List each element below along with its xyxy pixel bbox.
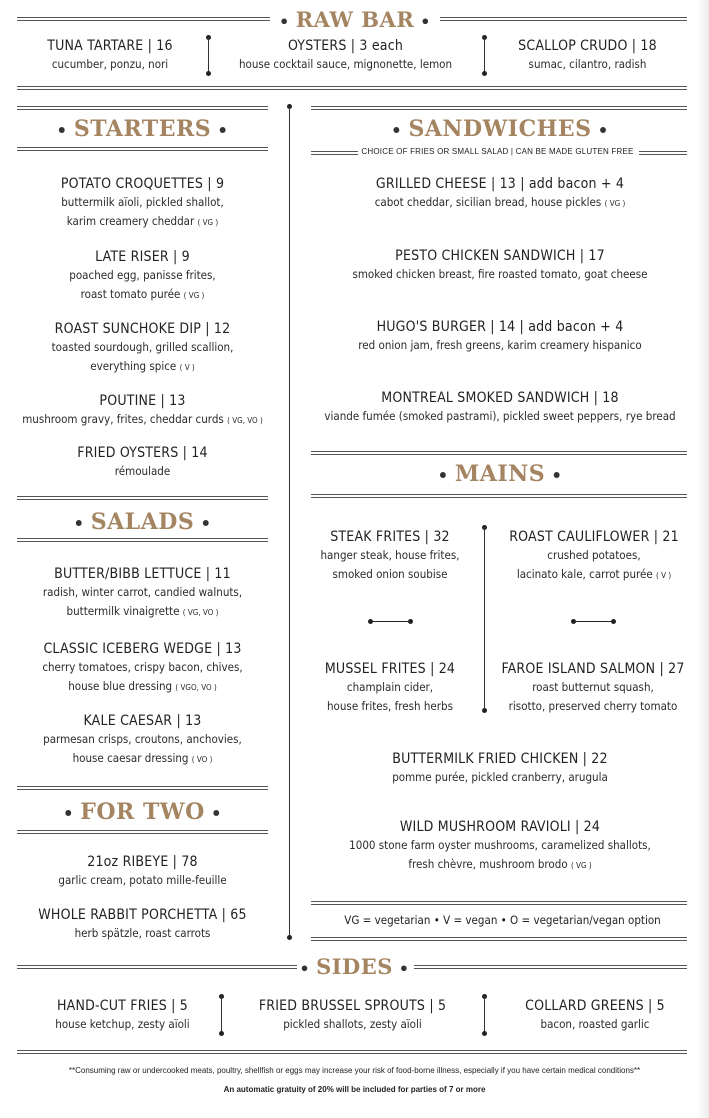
item-desc: risotto, preserved cherry tomato bbox=[508, 699, 678, 713]
sandwiches-sub-rule-right bbox=[639, 151, 687, 155]
starters-rule-bottom bbox=[17, 147, 268, 151]
sandwiches-title-text: SANDWICHES bbox=[408, 116, 592, 142]
mains-rule bbox=[311, 451, 687, 455]
item-name: HAND-CUT FRIES | 5 bbox=[57, 998, 188, 1014]
item-name: 21oz RIBEYE | 78 bbox=[87, 854, 198, 870]
item-name: STEAK FRITES | 32 bbox=[330, 529, 450, 545]
item-desc bbox=[0, 212, 285, 232]
item-desc: viande fumée (smoked pastrami), pickled sweet peppers, rye bread bbox=[324, 409, 676, 423]
item-name: KALE CAESAR | 13 bbox=[83, 713, 202, 729]
raw-bar-item bbox=[20, 37, 200, 74]
diet-tag: ( VGO, VO ) bbox=[175, 683, 217, 692]
raw-bar-title: • RAW BAR • bbox=[270, 7, 440, 30]
menu-item bbox=[300, 175, 700, 213]
diet-tag: ( VG, VO ) bbox=[227, 416, 263, 425]
item-desc-line: buttermilk vinaigrette bbox=[66, 604, 180, 618]
starters-rule bbox=[17, 106, 268, 110]
raw-bar-title-text: RAW BAR bbox=[295, 7, 415, 32]
separator-line bbox=[484, 996, 485, 1033]
menu-item bbox=[0, 640, 285, 697]
separator-dot bbox=[206, 71, 211, 76]
page-edge-shadow bbox=[697, 0, 709, 1118]
item-desc bbox=[0, 749, 285, 769]
sandwiches-rule bbox=[311, 106, 687, 110]
menu-item bbox=[300, 247, 700, 284]
menu-item bbox=[0, 853, 285, 890]
sandwiches-subtitle: CHOICE OF FRIES OR SMALL SALAD | CAN BE MADE GLUTEN FREE bbox=[361, 147, 634, 156]
menu-item bbox=[494, 528, 694, 585]
item-name: COLLARD GREENS | 5 bbox=[525, 998, 665, 1014]
item-name: POTATO CROQUETTES | 9 bbox=[60, 176, 225, 192]
item-desc: parmesan crisps, croutons, anchovies, bbox=[43, 732, 242, 746]
item-desc bbox=[0, 285, 285, 305]
item-name: WILD MUSHROOM RAVIOLI | 24 bbox=[399, 819, 601, 835]
item-desc-line: lacinato kale, carrot purée bbox=[516, 567, 653, 581]
separator-dot bbox=[408, 619, 413, 624]
item-desc-line: everything spice bbox=[90, 359, 177, 373]
gratuity-note: An automatic gratuity of 20% will be included for parties of 7 or more bbox=[223, 1085, 486, 1094]
menu-item bbox=[300, 389, 700, 426]
item-desc: bacon, roasted garlic bbox=[540, 1017, 650, 1031]
item-desc: champlain cider, bbox=[346, 680, 434, 694]
menu-item bbox=[300, 660, 480, 716]
mains-title-text: MAINS bbox=[454, 461, 546, 487]
item-desc-line: karim creamery cheddar bbox=[66, 214, 195, 228]
mains-rule-bottom bbox=[311, 494, 687, 498]
sides-rule-right bbox=[414, 965, 687, 969]
item-desc bbox=[0, 410, 285, 430]
menu-item bbox=[300, 528, 480, 584]
item-name: GRILLED CHEESE | 13 | add bacon + 4 bbox=[375, 176, 625, 192]
item-desc-line: house blue dressing bbox=[68, 679, 173, 693]
item-name: OYSTERS | 3 each bbox=[287, 38, 404, 54]
menu-item bbox=[0, 175, 285, 232]
item-desc: house ketchup, zesty aïoli bbox=[55, 1017, 190, 1031]
item-name: MUSSEL FRITES | 24 bbox=[324, 661, 456, 677]
separator-line bbox=[370, 621, 410, 622]
item-desc-line: mushroom gravy, frites, cheddar curds bbox=[22, 412, 224, 426]
diet-tag: ( VG ) bbox=[197, 218, 219, 227]
item-desc-line: roast tomato purée bbox=[80, 287, 181, 301]
item-desc: cherry tomatoes, crispy bacon, chives, bbox=[42, 660, 243, 674]
item-desc-line: cabot cheddar, sicilian bread, house pickles bbox=[374, 195, 602, 209]
separator-line bbox=[208, 37, 209, 73]
item-desc bbox=[0, 357, 285, 377]
separator-dot bbox=[482, 1031, 487, 1036]
salads-rule-bottom bbox=[17, 538, 268, 542]
menu-item bbox=[0, 565, 285, 622]
item-desc: roast butternut squash, bbox=[532, 680, 654, 694]
for-two-title-text: FOR TWO bbox=[80, 799, 205, 825]
salads-rule bbox=[17, 496, 268, 500]
column-divider bbox=[289, 106, 290, 938]
item-desc: red onion jam, fresh greens, karim creamery hispanico bbox=[358, 338, 642, 352]
separator-dot bbox=[482, 708, 487, 713]
diet-tag: ( VG ) bbox=[570, 861, 592, 870]
item-name: WHOLE RABBIT PORCHETTA | 65 bbox=[38, 907, 247, 923]
diet-tag: ( VG ) bbox=[183, 291, 205, 300]
separator-line bbox=[221, 996, 222, 1033]
menu-item bbox=[495, 997, 695, 1034]
diet-tag: ( V ) bbox=[179, 363, 195, 372]
menu-item bbox=[30, 997, 215, 1034]
separator-dot bbox=[611, 619, 616, 624]
item-name: FRIED BRUSSEL SPROUTS | 5 bbox=[258, 998, 447, 1014]
food-safety-warning: **Consuming raw or undercooked meats, poultry, shellfish or eggs may increase your risk of food-borne illness, especially if you have certain medical conditions** bbox=[68, 1066, 641, 1075]
sandwiches-sub-rule-left bbox=[311, 151, 358, 155]
separator-line bbox=[484, 527, 485, 712]
item-desc: crushed potatoes, bbox=[547, 548, 641, 562]
for-two-rule-bottom bbox=[17, 830, 268, 834]
menu-item bbox=[240, 997, 465, 1034]
item-name: FAROE ISLAND SALMON | 27 bbox=[501, 661, 685, 677]
item-desc: buttermilk aïoli, pickled shallot, bbox=[61, 195, 224, 209]
item-name: SCALLOP CRUDO | 18 bbox=[518, 38, 657, 54]
salads-title-text: SALADS bbox=[90, 509, 195, 535]
item-name: ROAST SUNCHOKE DIP | 12 bbox=[54, 321, 231, 337]
diet-tag: ( VG, VO ) bbox=[182, 608, 219, 617]
sides-title: • SIDES • bbox=[297, 956, 412, 977]
item-name: TUNA TARTARE | 16 bbox=[47, 38, 173, 54]
menu-item bbox=[0, 320, 285, 377]
for-two-rule bbox=[17, 786, 268, 790]
separator-dot bbox=[219, 1031, 224, 1036]
diet-legend: VG = vegetarian • V = vegan • O = vegetarian/vegan option bbox=[344, 913, 661, 927]
separator-line bbox=[573, 621, 613, 622]
item-desc: herb spätzle, roast carrots bbox=[74, 926, 211, 940]
legend-rule bbox=[311, 901, 687, 905]
diet-tag: ( V ) bbox=[656, 571, 672, 580]
menu-item bbox=[0, 712, 285, 769]
item-desc bbox=[300, 193, 700, 213]
item-name: HUGO'S BURGER | 14 | add bacon + 4 bbox=[376, 319, 624, 335]
item-desc bbox=[494, 565, 694, 585]
separator-dot bbox=[482, 71, 487, 76]
menu-item bbox=[0, 444, 285, 481]
starters-title-text: STARTERS bbox=[73, 116, 212, 142]
item-name: ROAST CAULIFLOWER | 21 bbox=[509, 529, 679, 545]
item-name: LATE RISER | 9 bbox=[95, 249, 190, 265]
item-name: PESTO CHICKEN SANDWICH | 17 bbox=[395, 248, 605, 264]
item-desc: rémoulade bbox=[114, 464, 171, 478]
item-desc bbox=[0, 677, 285, 697]
item-name: POUTINE | 13 bbox=[99, 393, 186, 409]
item-desc: pickled shallots, zesty aïoli bbox=[283, 1017, 422, 1031]
item-desc: garlic cream, potato mille-feuille bbox=[58, 873, 227, 887]
item-name: BUTTER/BIBB LETTUCE | 11 bbox=[54, 566, 231, 582]
item-desc: smoked onion soubise bbox=[332, 567, 448, 581]
menu-item bbox=[300, 750, 700, 787]
menu-item bbox=[0, 392, 285, 430]
sandwiches-title: • SANDWICHES • bbox=[380, 118, 620, 140]
diet-tag: ( VO ) bbox=[191, 755, 213, 764]
sides-rule-left bbox=[17, 965, 297, 969]
item-name: CLASSIC ICEBERG WEDGE | 13 bbox=[43, 641, 242, 657]
item-desc: 1000 stone farm oyster mushrooms, caramelized shallots, bbox=[349, 838, 651, 852]
item-desc: hanger steak, house frites, bbox=[320, 548, 460, 562]
item-name: BUTTERMILK FRIED CHICKEN | 22 bbox=[392, 751, 608, 767]
item-desc: sumac, cilantro, radish bbox=[528, 57, 647, 71]
item-name: FRIED OYSTERS | 14 bbox=[77, 445, 208, 461]
legend-rule-bottom bbox=[311, 937, 687, 941]
item-desc: toasted sourdough, grilled scallion, bbox=[51, 340, 234, 354]
starters-title: • STARTERS • bbox=[30, 118, 255, 140]
item-desc-line: house caesar dressing bbox=[72, 751, 189, 765]
menu-item bbox=[0, 248, 285, 305]
diet-tag: ( VG ) bbox=[604, 199, 626, 208]
menu-item bbox=[300, 318, 700, 355]
raw-bar-bottom-rule bbox=[17, 86, 687, 90]
menu-item bbox=[0, 906, 285, 943]
raw-bar-item bbox=[218, 37, 473, 74]
mains-title: • MAINS • bbox=[420, 463, 580, 485]
sides-bottom-rule bbox=[17, 1050, 687, 1054]
menu-item bbox=[488, 660, 698, 716]
item-desc bbox=[300, 855, 700, 875]
item-desc: house frites, fresh herbs bbox=[326, 699, 453, 713]
for-two-title: • FOR TWO • bbox=[45, 801, 240, 823]
separator-line bbox=[484, 37, 485, 73]
item-desc: smoked chicken breast, fire roasted tomato, goat cheese bbox=[352, 267, 648, 281]
item-desc: radish, winter carrot, candied walnuts, bbox=[42, 585, 243, 599]
raw-bar-item bbox=[490, 37, 685, 74]
salads-title: • SALADS • bbox=[50, 511, 235, 533]
item-desc: poached egg, panisse frites, bbox=[69, 268, 216, 282]
item-desc: cucumber, ponzu, nori bbox=[51, 57, 169, 71]
item-name: MONTREAL SMOKED SANDWICH | 18 bbox=[381, 390, 619, 406]
column-divider-dot bbox=[287, 935, 292, 940]
sides-title-text: SIDES bbox=[316, 954, 393, 979]
item-desc bbox=[0, 602, 285, 622]
item-desc-line: fresh chèvre, mushroom brodo bbox=[408, 857, 568, 871]
menu-item bbox=[300, 818, 700, 875]
item-desc: pomme purée, pickled cranberry, arugula bbox=[392, 770, 608, 784]
item-desc: house cocktail sauce, mignonette, lemon bbox=[238, 57, 453, 71]
